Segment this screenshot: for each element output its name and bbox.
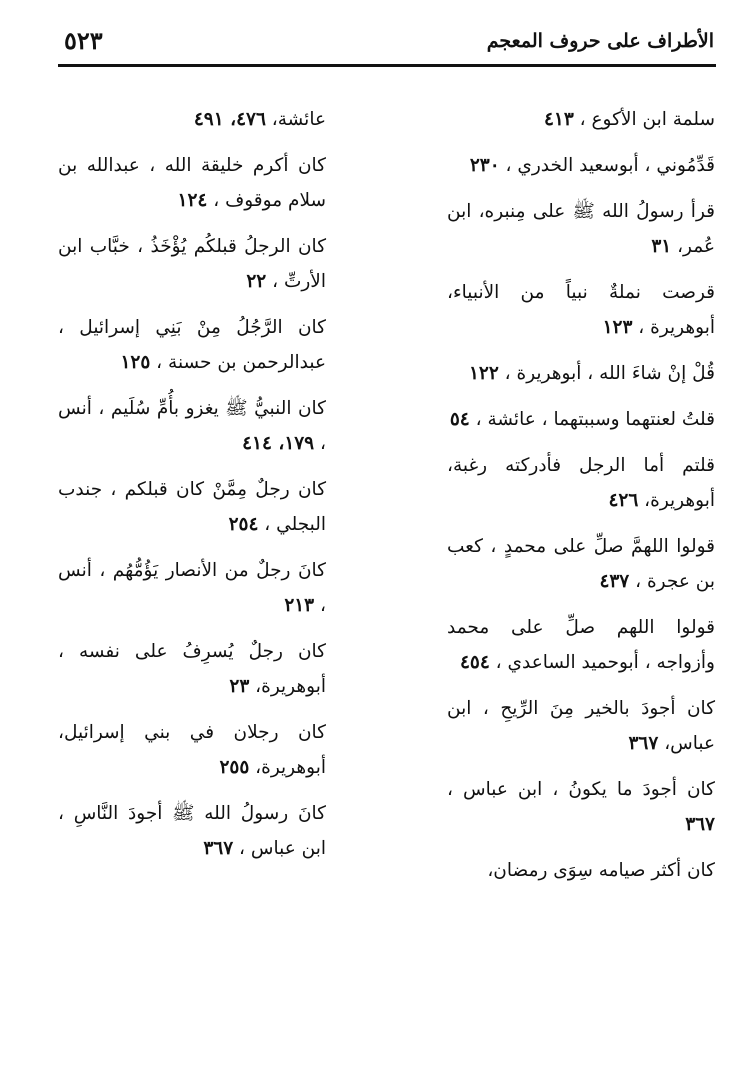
entry-text: عائشة، bbox=[271, 109, 326, 130]
index-entry bbox=[58, 796, 326, 866]
entry-page-ref: ٢٥٥ bbox=[219, 757, 250, 778]
right-column bbox=[447, 102, 715, 899]
entry-page-ref: ٢٣ bbox=[229, 676, 250, 697]
index-entry bbox=[447, 148, 715, 183]
entry-text: قرأ رسولُ الله ﷺ على مِنبره، ابن عُمر، bbox=[447, 201, 715, 257]
page-number: ٥٢٣ bbox=[64, 26, 103, 55]
entry-page-ref: ١٧٩، ٤١٤ bbox=[242, 433, 315, 454]
entry-text: كان النبيُّ ﷺ يغزو بأُمِّ سُلَيم ، أنس ، bbox=[58, 398, 326, 454]
index-entry bbox=[58, 715, 326, 785]
entry-page-ref: ٢١٣ bbox=[284, 595, 315, 616]
entry-page-ref: ٤٣٧ bbox=[599, 571, 630, 592]
index-entry bbox=[58, 472, 326, 542]
entry-text: كان الرَّجُلُ مِنْ بَنِي إسرائيل ، عبدالرحمن بن حسنة ، bbox=[58, 317, 326, 373]
entry-text: كانَ رسولُ الله ﷺ أجودَ النَّاسِ ، ابن عباس ، bbox=[58, 803, 326, 859]
entry-text: كان أكثر صيامه سِوَى رمضان، bbox=[487, 860, 715, 881]
index-entry bbox=[447, 448, 715, 518]
entry-page-ref: ٤٧٦، ٤٩١ bbox=[193, 109, 266, 130]
index-entry bbox=[58, 634, 326, 704]
index-entry bbox=[447, 275, 715, 345]
entry-text: قولوا اللهم صلِّ على محمد وأزواجه ، أبوحميد الساعدي ، bbox=[447, 617, 715, 673]
index-entry bbox=[447, 402, 715, 437]
entry-page-ref: ٥٤ bbox=[449, 409, 470, 430]
index-entry bbox=[447, 691, 715, 761]
entry-page-ref: ٤٢٦ bbox=[608, 490, 639, 511]
index-entry bbox=[58, 553, 326, 623]
running-title: الأطراف على حروف المعجم bbox=[486, 30, 714, 52]
left-column bbox=[58, 102, 326, 877]
entry-text: قلتُ لعنتهما وسببتهما ، عائشة ، bbox=[475, 409, 715, 430]
entry-text: قلتم أما الرجل فأدركته رغبة، أبوهريرة، bbox=[447, 455, 715, 511]
entry-page-ref: ٢٣٠ bbox=[469, 155, 500, 176]
entry-text: قولوا اللهمَّ صلِّ على محمدٍ ، كعب بن عجرة ، bbox=[447, 536, 715, 592]
entry-text: قُلْ إنْ شاءَ الله ، أبوهريرة ، bbox=[504, 363, 715, 384]
entry-text: سلمة ابن الأكوع ، bbox=[579, 109, 715, 130]
header-rule bbox=[58, 64, 716, 67]
index-entry bbox=[58, 310, 326, 380]
entry-page-ref: ٣٦٧ bbox=[685, 814, 715, 835]
index-entry bbox=[58, 229, 326, 299]
entry-text: كان رجلٌ يُسرِفُ على نفسه ، أبوهريرة، bbox=[58, 641, 326, 697]
entry-page-ref: ٤٥٤ bbox=[459, 652, 490, 673]
index-entry bbox=[447, 772, 715, 842]
index-entry bbox=[447, 102, 715, 137]
entry-page-ref: ٣٦٧ bbox=[628, 733, 659, 754]
index-entry bbox=[447, 356, 715, 391]
entry-page-ref: ٣٦٧ bbox=[203, 838, 234, 859]
entry-text: قَدِّمُوني ، أبوسعيد الخدري ، bbox=[505, 155, 715, 176]
page-header bbox=[58, 24, 716, 60]
entry-page-ref: ١٢٣ bbox=[602, 317, 633, 338]
entry-page-ref: ١٢٥ bbox=[120, 352, 151, 373]
entry-text: كانَ رجلٌ من الأنصار يَؤُمُّهُم ، أنس ، bbox=[58, 560, 326, 616]
index-entry bbox=[447, 194, 715, 264]
entry-text: كان رجلٌ مِمَّنْ كان قبلكم ، جندب البجلي ، bbox=[58, 479, 326, 535]
index-entry bbox=[447, 610, 715, 680]
entry-page-ref: ٢٥٤ bbox=[228, 514, 259, 535]
entry-text: كان الرجلُ قبلكُم يُؤْخَذُ ، خبَّاب ابن الأرتِّ ، bbox=[58, 236, 326, 292]
entry-page-ref: ٣١ bbox=[651, 236, 672, 257]
entry-text: كان أجودَ ما يكونُ ، ابن عباس ، bbox=[447, 779, 715, 800]
entry-page-ref: ١٢٤ bbox=[177, 190, 208, 211]
entry-page-ref: ٤١٣ bbox=[543, 109, 574, 130]
index-entry bbox=[447, 853, 715, 888]
index-entry bbox=[58, 391, 326, 461]
entry-page-ref: ١٢٢ bbox=[468, 363, 499, 384]
entry-text: كان أكرم خليقة الله ، عبدالله بن سلام موقوف ، bbox=[58, 155, 326, 211]
index-entry bbox=[447, 529, 715, 599]
entry-text: كان أجودَ بالخير مِنَ الرِّيحِ ، ابن عباس، bbox=[447, 698, 715, 754]
entry-text: كان رجلان في بني إسرائيل، أبوهريرة، bbox=[58, 722, 326, 778]
entry-page-ref: ٢٢ bbox=[246, 271, 267, 292]
index-entry bbox=[58, 148, 326, 218]
index-entry bbox=[58, 102, 326, 137]
entry-text: قرصت نملةٌ نبياً من الأنبياء، أبوهريرة ، bbox=[447, 282, 715, 338]
